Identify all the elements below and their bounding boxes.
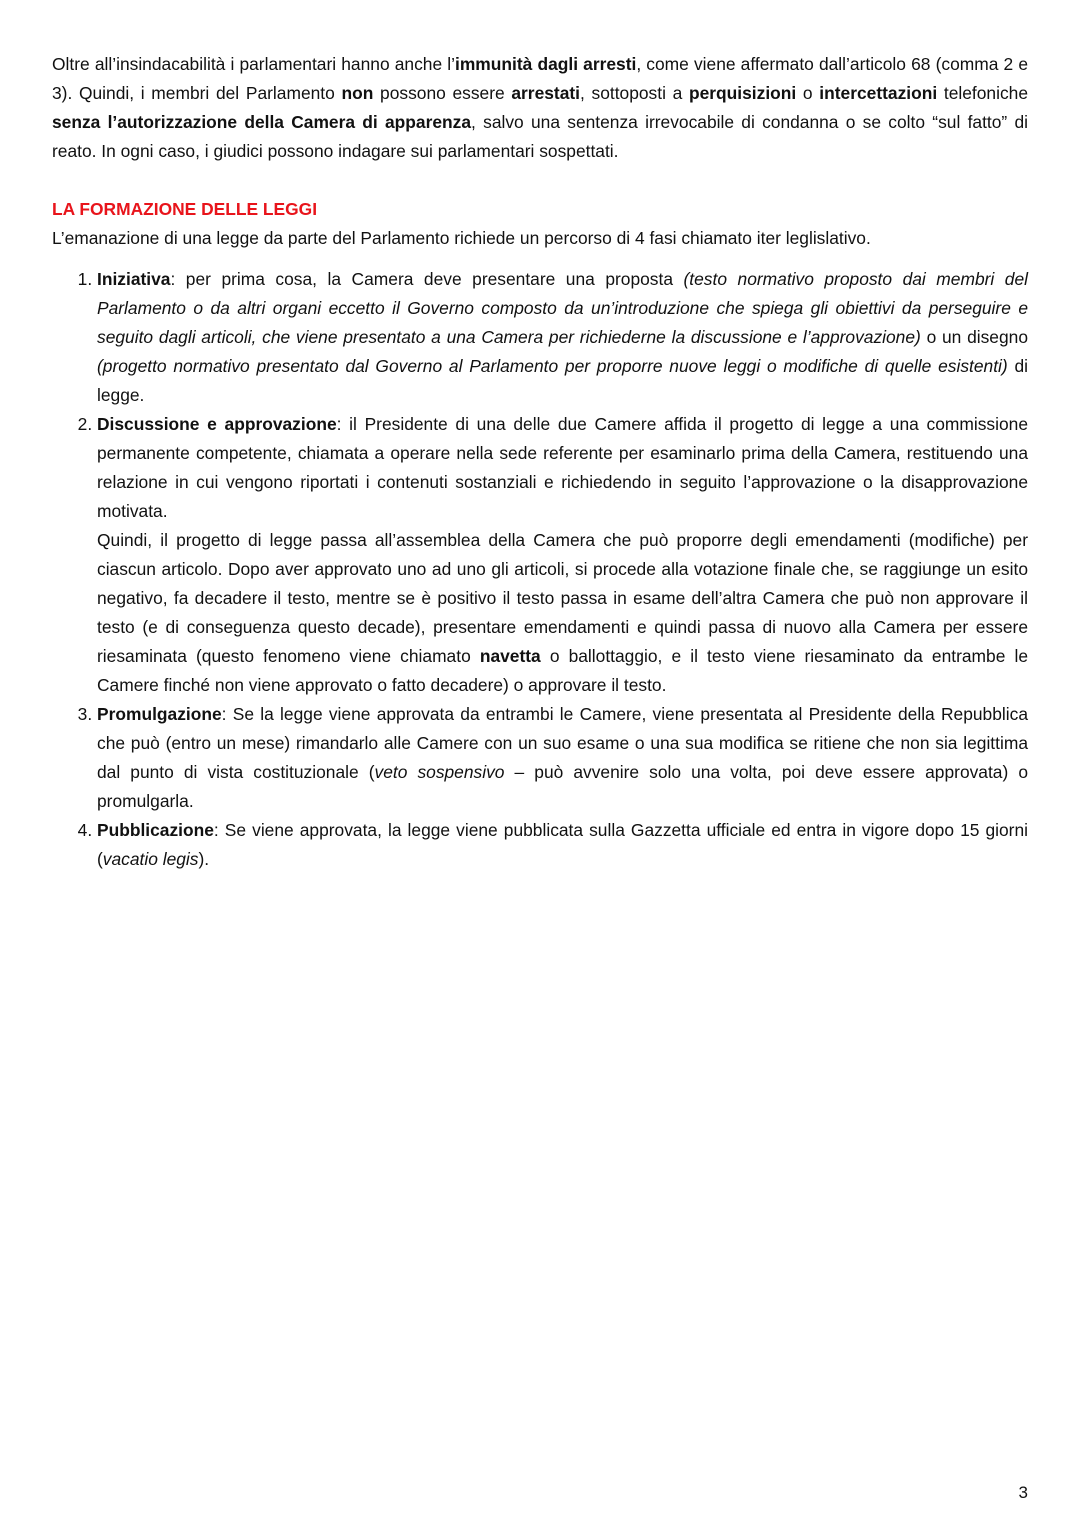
legislative-steps-list [52, 265, 1028, 874]
bold-text: senza l’autorizzazione della Camera di apparenza [52, 112, 472, 132]
text-run: Oltre all’insindacabilità i parlamentari hanno anche l’ [52, 54, 456, 74]
text-run: Quindi, il progetto di legge passa all’assemblea della Camera che può proporre degli emendamenti (modifiche) per ciascun articolo. Dopo aver approvato uno ad uno gli articoli, si procede alla votazione finale che, se raggiunge un esito negativo, fa decadere il testo, mentre se è positivo il testo passa in esame dell’altra Camera che può non approvare il testo (e di conseguenza questo decade), presentare emendamenti e quindi passa di nuovo alla Camera per essere riesaminata (questo fenomeno viene chiamato [97, 530, 1028, 666]
italic-text: (testo normativo proposto dai membri del Parlamento o da altri organi eccetto il Governo composto da un’introduzione che spiega gli obiettivi da perseguire e seguito dagli articoli, che viene presentato a una Camera per richiederne la discussione e l’approvazione) [97, 269, 1028, 347]
italic-text: (progetto normativo presentato dal Governo al Parlamento per proporre nuove leggi o modifiche di quelle esistenti) [97, 356, 1008, 376]
text-run: o ballottaggio, e il testo viene riesaminato da entrambe le Camere finché non viene approvato o fatto decadere) o approvare il testo. [97, 646, 1028, 695]
immunity-paragraph [52, 50, 1028, 166]
page-number: 3 [1018, 1483, 1028, 1502]
bold-text: intercettazioni [819, 83, 938, 103]
text-run: – può avvenire solo una volta, poi deve essere approvata) o promulgarla. [97, 762, 1029, 811]
bold-text: immunità dagli arresti [455, 54, 637, 74]
text-run: telefoniche [937, 83, 1028, 103]
lead-paragraph [52, 224, 1028, 253]
text-run: L’emanazione di una legge da parte del Parlamento richiede un percorso di 4 fasi chiamato iter leglislativo. [52, 228, 871, 248]
italic-text: veto sospensivo [374, 762, 505, 782]
text-run: : per prima cosa, la Camera deve presentare una proposta [170, 269, 684, 289]
bold-text: arrestati [511, 83, 580, 103]
step-promulgation [97, 700, 1028, 816]
text-run: , salvo una sentenza irrevocabile di condanna o se colto “sul fatto” di reato. In ogni caso, i giudici possono indagare sui parlamentari sospettati. [52, 112, 1028, 161]
bold-text: non [341, 83, 374, 103]
text-run: : Se la legge viene approvata da entrambi le Camere, viene presentata al Presidente della Repubblica che può (entro un mese) rimandarlo alle Camere con un suo esame o una sua modifica se ritiene che non sia legittima dal punto di vista costituzionale ( [97, 704, 1028, 782]
step-initiative [97, 265, 1028, 410]
text-run: : il Presidente di una delle due Camere affida il progetto di legge a una commissione permanente competente, chiamata a operare nella sede referente per esaminarlo prima della Camera, restituendo una relazione in cui vengono riportati i contenuti sostanziali e richiedendo in seguito l’approvazione o la disapprovazione motivata. [97, 414, 1028, 521]
text-run: : Se viene approvata, la legge viene pubblicata sulla Gazzetta ufficiale ed entra in vigore dopo 15 giorni ( [97, 820, 1028, 869]
bold-text: Pubblicazione [97, 820, 214, 840]
text-run: di legge. [97, 356, 1028, 405]
document-page [52, 50, 1028, 874]
text-run: , come viene affermato dall’articolo 68 (comma 2 e 3). Quindi, i membri del Parlamento [52, 54, 1028, 103]
italic-text: vacatio legis [102, 849, 199, 869]
text-run: o un disegno [920, 327, 1028, 347]
bold-text: perquisizioni [689, 83, 797, 103]
text-run: possono essere [373, 83, 512, 103]
bold-text: Iniziativa [97, 269, 171, 289]
text-run: o [796, 83, 820, 103]
section-heading: LA FORMAZIONE DELLE LEGGI [52, 199, 318, 219]
bold-text: Promulgazione [97, 704, 222, 724]
text-run: ). [198, 849, 210, 869]
text-run: , sottoposti a [580, 83, 689, 103]
step-discussion-approval [97, 410, 1028, 700]
bold-text: navetta [479, 646, 541, 666]
bold-text: Discussione e approvazione [97, 414, 337, 434]
step-publication [97, 816, 1028, 874]
